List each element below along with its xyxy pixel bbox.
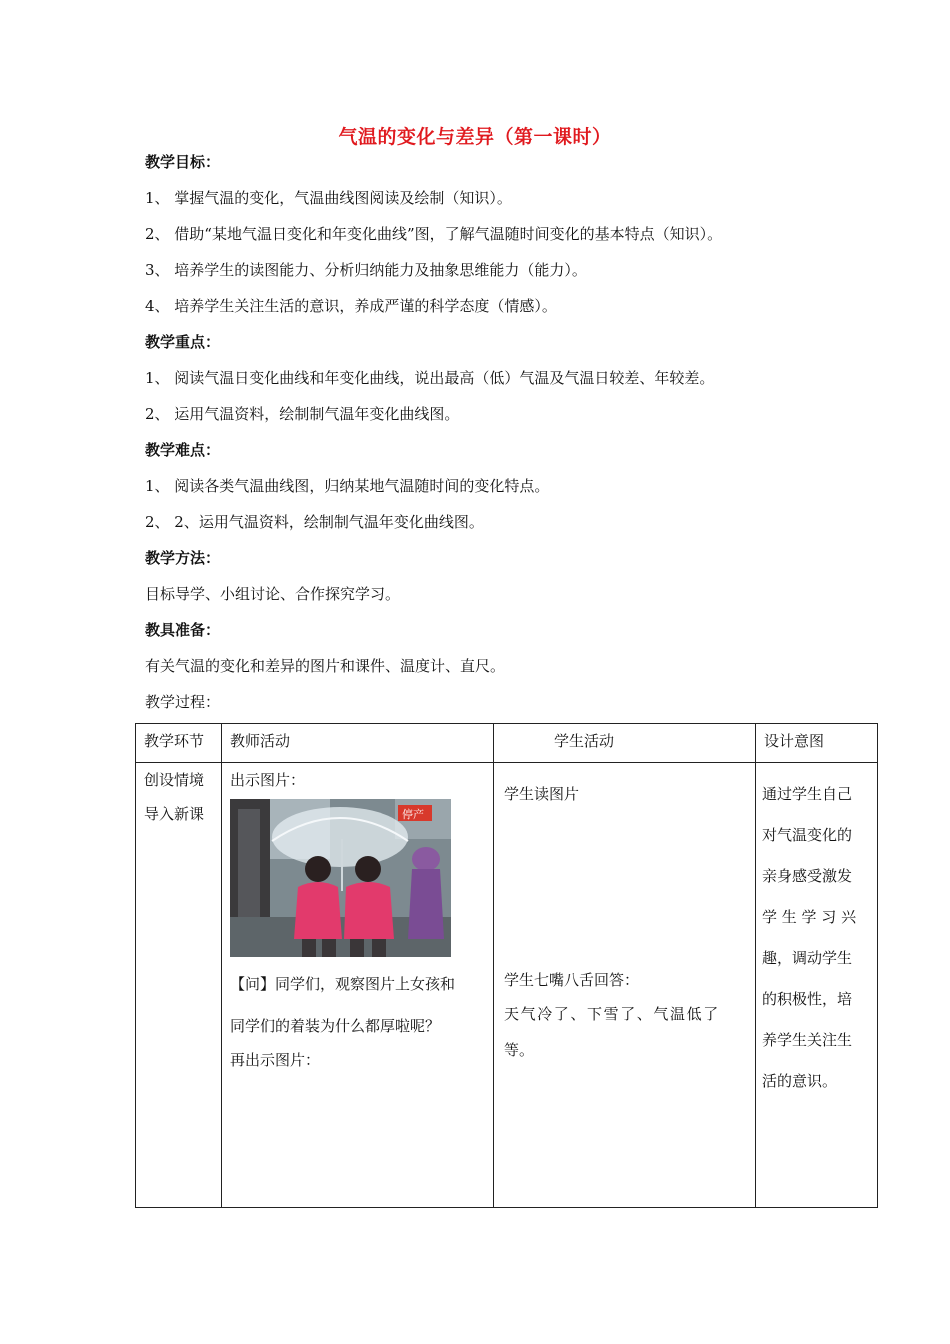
intent-line: 学 生 学 习 兴 bbox=[762, 908, 857, 926]
lesson-process-table bbox=[135, 723, 878, 1208]
teacher-question-line: 【问】同学们，观察图片上女孩和 bbox=[230, 975, 456, 993]
goal-item: 4、 培养学生关注生活的意识，养成严谨的科学态度（情感）。 bbox=[145, 297, 557, 315]
teacher-again-text: 再出示图片： bbox=[230, 1051, 321, 1069]
stage-cell bbox=[136, 763, 221, 1207]
intent-line: 的积极性，培 bbox=[762, 990, 853, 1008]
student-answer-line: 天气冷了、下雪了、气温低了 bbox=[504, 1005, 720, 1023]
header-intent: 设计意图 bbox=[764, 732, 825, 750]
key-heading: 教学重点： bbox=[145, 333, 221, 351]
header-student: 学生活动 bbox=[554, 732, 615, 750]
goal-item: 2、 借助“某地气温日变化和年变化曲线”图，了解气温随时间变化的基本特点（知识）。 bbox=[145, 225, 723, 243]
key-point: 2、 运用气温资料，绘制制气温年变化曲线图。 bbox=[145, 405, 460, 423]
student-read-text: 学生读图片 bbox=[504, 785, 580, 803]
teacher-question-line: 同学们的着装为什么都厚啦呢？ bbox=[230, 1017, 441, 1035]
table-row bbox=[136, 763, 878, 1208]
intent-line: 通过学生自己 bbox=[762, 785, 853, 803]
table-header-row bbox=[136, 724, 878, 763]
method-heading: 教学方法： bbox=[145, 549, 221, 567]
student-answer-line: 等。 bbox=[504, 1041, 535, 1059]
intent-line: 对气温变化的 bbox=[762, 826, 853, 844]
goal-item: 1、 掌握气温的变化，气温曲线图阅读及绘制（知识）。 bbox=[145, 189, 512, 207]
difficult-heading: 教学难点： bbox=[145, 441, 221, 459]
intent-line: 活的意识。 bbox=[762, 1072, 838, 1090]
intent-line: 亲身感受激发 bbox=[762, 867, 853, 885]
rainy-street-image bbox=[230, 799, 451, 957]
student-answer-text: 学生七嘴八舌回答： bbox=[504, 971, 640, 989]
stage-line: 创设情境 bbox=[144, 771, 205, 789]
student-cell bbox=[494, 763, 755, 1207]
teacher-show-text: 出示图片： bbox=[230, 771, 306, 789]
tools-text: 有关气温的变化和差异的图片和课件、温度计、直尺。 bbox=[145, 657, 506, 675]
process-label: 教学过程： bbox=[145, 693, 221, 711]
rainy-street-photo bbox=[230, 799, 451, 957]
tools-heading: 教具准备： bbox=[145, 621, 221, 639]
intent-line: 趣，调动学生 bbox=[762, 949, 853, 967]
header-teacher: 教师活动 bbox=[230, 732, 291, 750]
intent-cell bbox=[756, 763, 877, 1207]
teacher-cell bbox=[222, 763, 493, 1207]
key-point: 1、 阅读气温日变化曲线和年变化曲线，说出最高（低）气温及气温日较差、年较差。 bbox=[145, 369, 715, 387]
shop-sign-text: 停产 bbox=[402, 808, 424, 821]
document-title: 气温的变化与差异（第一课时） bbox=[338, 126, 612, 148]
stage-line: 导入新课 bbox=[144, 805, 205, 823]
difficult-point: 1、 阅读各类气温曲线图，归纳某地气温随时间的变化特点。 bbox=[145, 477, 550, 495]
goal-item: 3、 培养学生的读图能力、分析归纳能力及抽象思维能力（能力）。 bbox=[145, 261, 587, 279]
goals-heading: 教学目标： bbox=[145, 153, 221, 171]
header-stage: 教学环节 bbox=[144, 732, 205, 750]
intent-line: 养学生关注生 bbox=[762, 1031, 853, 1049]
method-text: 目标导学、小组讨论、合作探究学习。 bbox=[145, 585, 401, 603]
difficult-point: 2、 2、运用气温资料，绘制制气温年变化曲线图。 bbox=[145, 513, 484, 531]
